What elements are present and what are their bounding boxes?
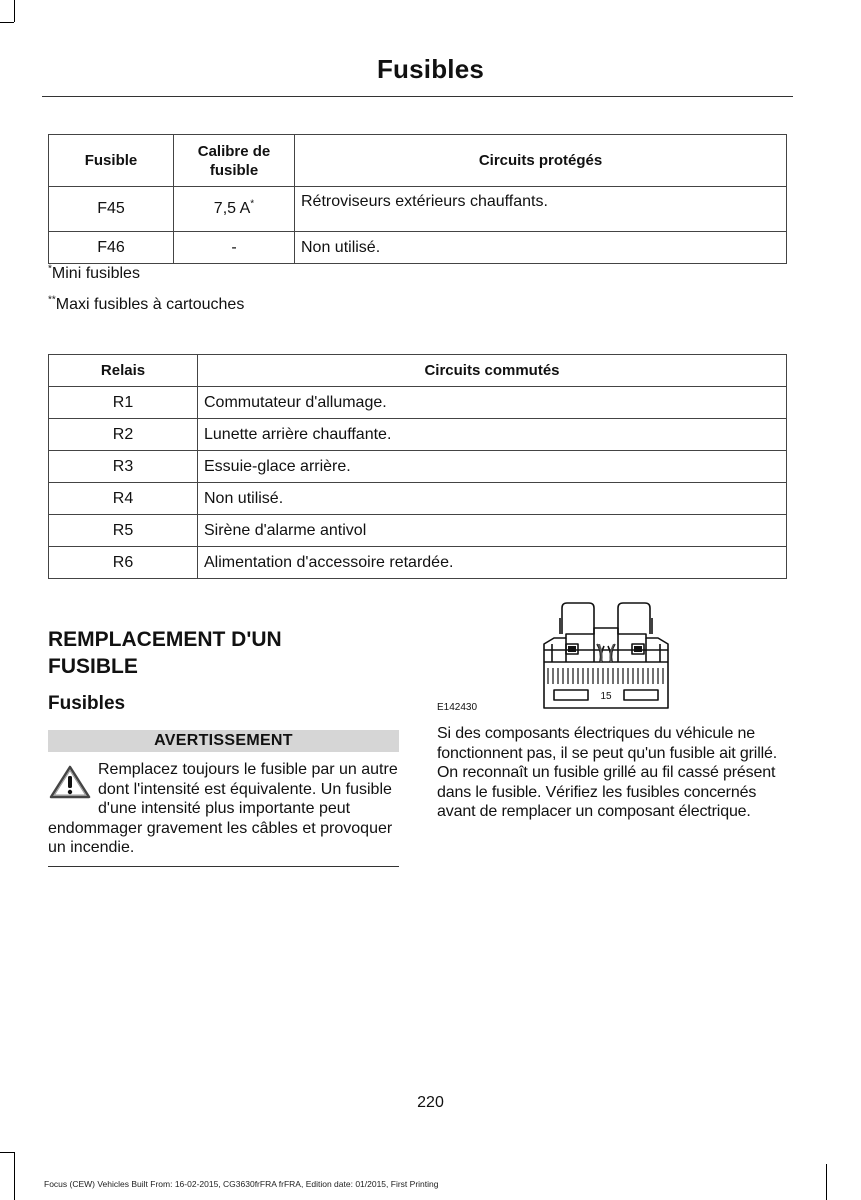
crop-mark — [14, 0, 15, 22]
table-row — [49, 232, 787, 264]
fuse-circuit: Non utilisé. — [295, 232, 787, 264]
crop-mark — [14, 1152, 15, 1200]
column-header: Circuits protégés — [295, 135, 787, 187]
relay-id: R4 — [49, 483, 198, 515]
fuse-id: F46 — [49, 232, 174, 264]
section-heading-line: FUSIBLE — [48, 655, 138, 678]
crop-mark — [0, 22, 14, 23]
warning-text: Remplacez toujours le fusible par un autre dont l'intensité est équivalente. Un fusible d'une intensité plus importante peut endommager gravement les câbles et provoquer un incendie. — [48, 761, 398, 856]
fuse-illustration — [536, 598, 674, 710]
fuse-table — [48, 134, 787, 264]
table-header-row — [49, 135, 787, 187]
fuse-rating — [174, 187, 295, 232]
warning-label: AVERTISSEMENT — [48, 730, 399, 752]
footnote-text: Mini fusibles — [51, 265, 140, 282]
footnote — [48, 265, 140, 283]
footnote-mark: * — [48, 263, 52, 275]
table-row — [49, 187, 787, 232]
footnote-mark: ** — [48, 294, 56, 306]
section-heading — [48, 626, 388, 680]
fuse-circuit: Rétroviseurs extérieurs chauffants. — [295, 187, 787, 232]
figure-code: E142430 — [437, 702, 478, 713]
fuse-rating: - — [174, 232, 295, 264]
column-header: Calibre de fusible — [174, 135, 295, 187]
relay-circuit: Commutateur d'allumage. — [198, 387, 787, 419]
fuse-rating-label: 15 — [600, 691, 612, 702]
warning-box — [48, 730, 399, 867]
relay-circuit: Sirène d'alarme antivol — [198, 515, 787, 547]
relay-id: R1 — [49, 387, 198, 419]
footnote — [48, 296, 244, 314]
crop-mark — [826, 1164, 827, 1200]
relay-id: R3 — [49, 451, 198, 483]
sub-heading: Fusibles — [48, 693, 126, 714]
warning-divider — [48, 866, 399, 867]
relay-id: R5 — [49, 515, 198, 547]
page-number: 220 — [417, 1094, 444, 1111]
table-row — [49, 547, 787, 579]
fuse-rating-value: 7,5 A — [213, 200, 251, 217]
table-row — [49, 419, 787, 451]
table-row — [49, 387, 787, 419]
fuse-id: F45 — [49, 187, 174, 232]
relay-id: R6 — [49, 547, 198, 579]
section-heading-line: REMPLACEMENT D'UN — [48, 628, 282, 651]
relay-circuit: Essuie-glace arrière. — [198, 451, 787, 483]
title-divider — [42, 96, 793, 97]
table-row — [49, 451, 787, 483]
crop-mark — [0, 1152, 14, 1153]
body-paragraph: Si des composants électriques du véhicule ne fonctionnent pas, il se peut qu'un fusible ait grillé. On reconnaît un fusible grillé au fil cassé présent dans le fusible. Vérifiez les fusibles concernés avant de remplacer un composant électrique. — [437, 725, 778, 820]
table-row — [49, 483, 787, 515]
relay-id: R2 — [49, 419, 198, 451]
column-header: Circuits commutés — [198, 355, 787, 387]
relay-table — [48, 354, 787, 579]
table-header-row — [49, 355, 787, 387]
table-row — [49, 515, 787, 547]
page-title: Fusibles — [376, 54, 485, 84]
warning-triangle-icon — [48, 764, 92, 800]
relay-circuit: Non utilisé. — [198, 483, 787, 515]
footer-text: Focus (CEW) Vehicles Built From: 16-02-2015, CG3630frFRA frFRA, Edition date: 01/2015, First Printing — [44, 1179, 439, 1189]
relay-circuit: Alimentation d'accessoire retardée. — [198, 547, 787, 579]
column-header: Fusible — [49, 135, 174, 187]
footnote-mark: * — [250, 198, 255, 210]
relay-circuit: Lunette arrière chauffante. — [198, 419, 787, 451]
column-header: Relais — [49, 355, 198, 387]
footnote-text: Maxi fusibles à cartouches — [55, 296, 245, 313]
warning-body — [48, 760, 399, 858]
